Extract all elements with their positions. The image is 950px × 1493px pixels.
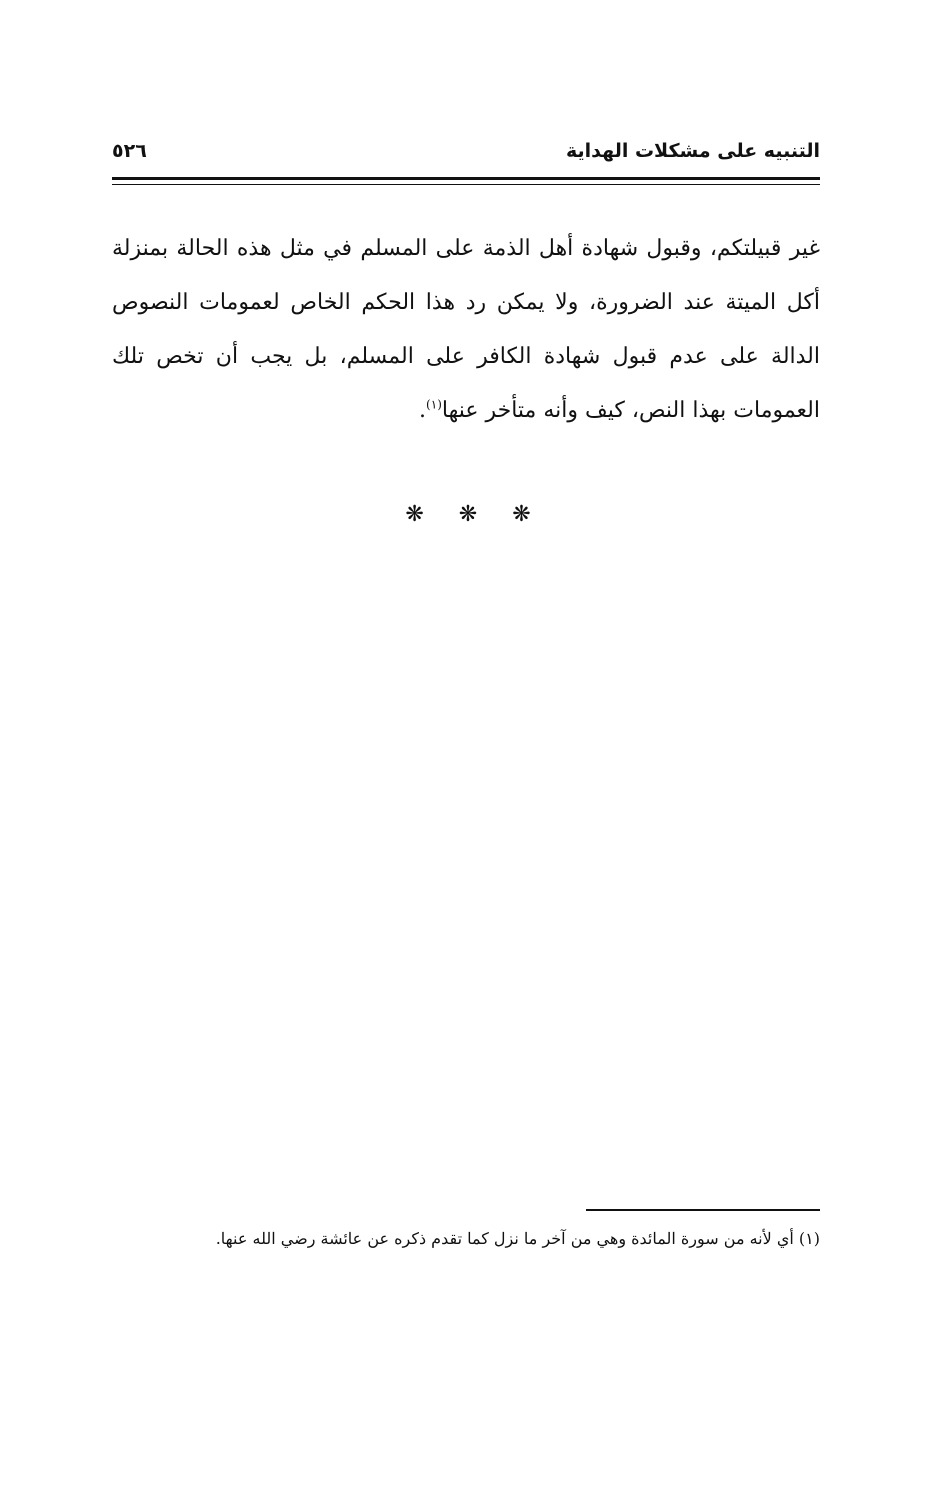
text-line-last bbox=[112, 384, 820, 438]
footnote-rule bbox=[586, 1209, 820, 1211]
page-number: ٥٢٦ bbox=[112, 140, 147, 162]
text-line: الدالة على عدم قبول شهادة الكافر على المسلم، بل يجب أن تخص تلك bbox=[112, 344, 820, 369]
section-separator: ❋ ❋ ❋ bbox=[405, 502, 545, 527]
header-rule-thin bbox=[112, 184, 820, 185]
footnote-marker: (١) bbox=[798, 1229, 820, 1248]
body-paragraph bbox=[112, 222, 820, 438]
running-header bbox=[112, 140, 820, 174]
footnote-reference[interactable]: (١) bbox=[426, 397, 442, 412]
sentence-end: . bbox=[419, 398, 427, 423]
header-rule-thick bbox=[112, 177, 820, 180]
text-line-content: العمومات بهذا النص، كيف وأنه متأخر عنها bbox=[441, 398, 820, 423]
text-line: أكل الميتة عند الضرورة، ولا يمكن رد هذا الحكم الخاص لعمومات النصوص bbox=[112, 290, 820, 315]
footnote bbox=[112, 1226, 820, 1252]
book-title: التنبيه على مشكلات الهداية bbox=[566, 140, 820, 162]
footnote-text: أي لأنه من سورة المائدة وهي من آخر ما نزل كما تقدم ذكره عن عائشة رضي الله عنها. bbox=[215, 1229, 794, 1248]
text-line: غير قبيلتكم، وقبول شهادة أهل الذمة على المسلم في مثل هذه الحالة بمنزلة bbox=[112, 236, 820, 261]
